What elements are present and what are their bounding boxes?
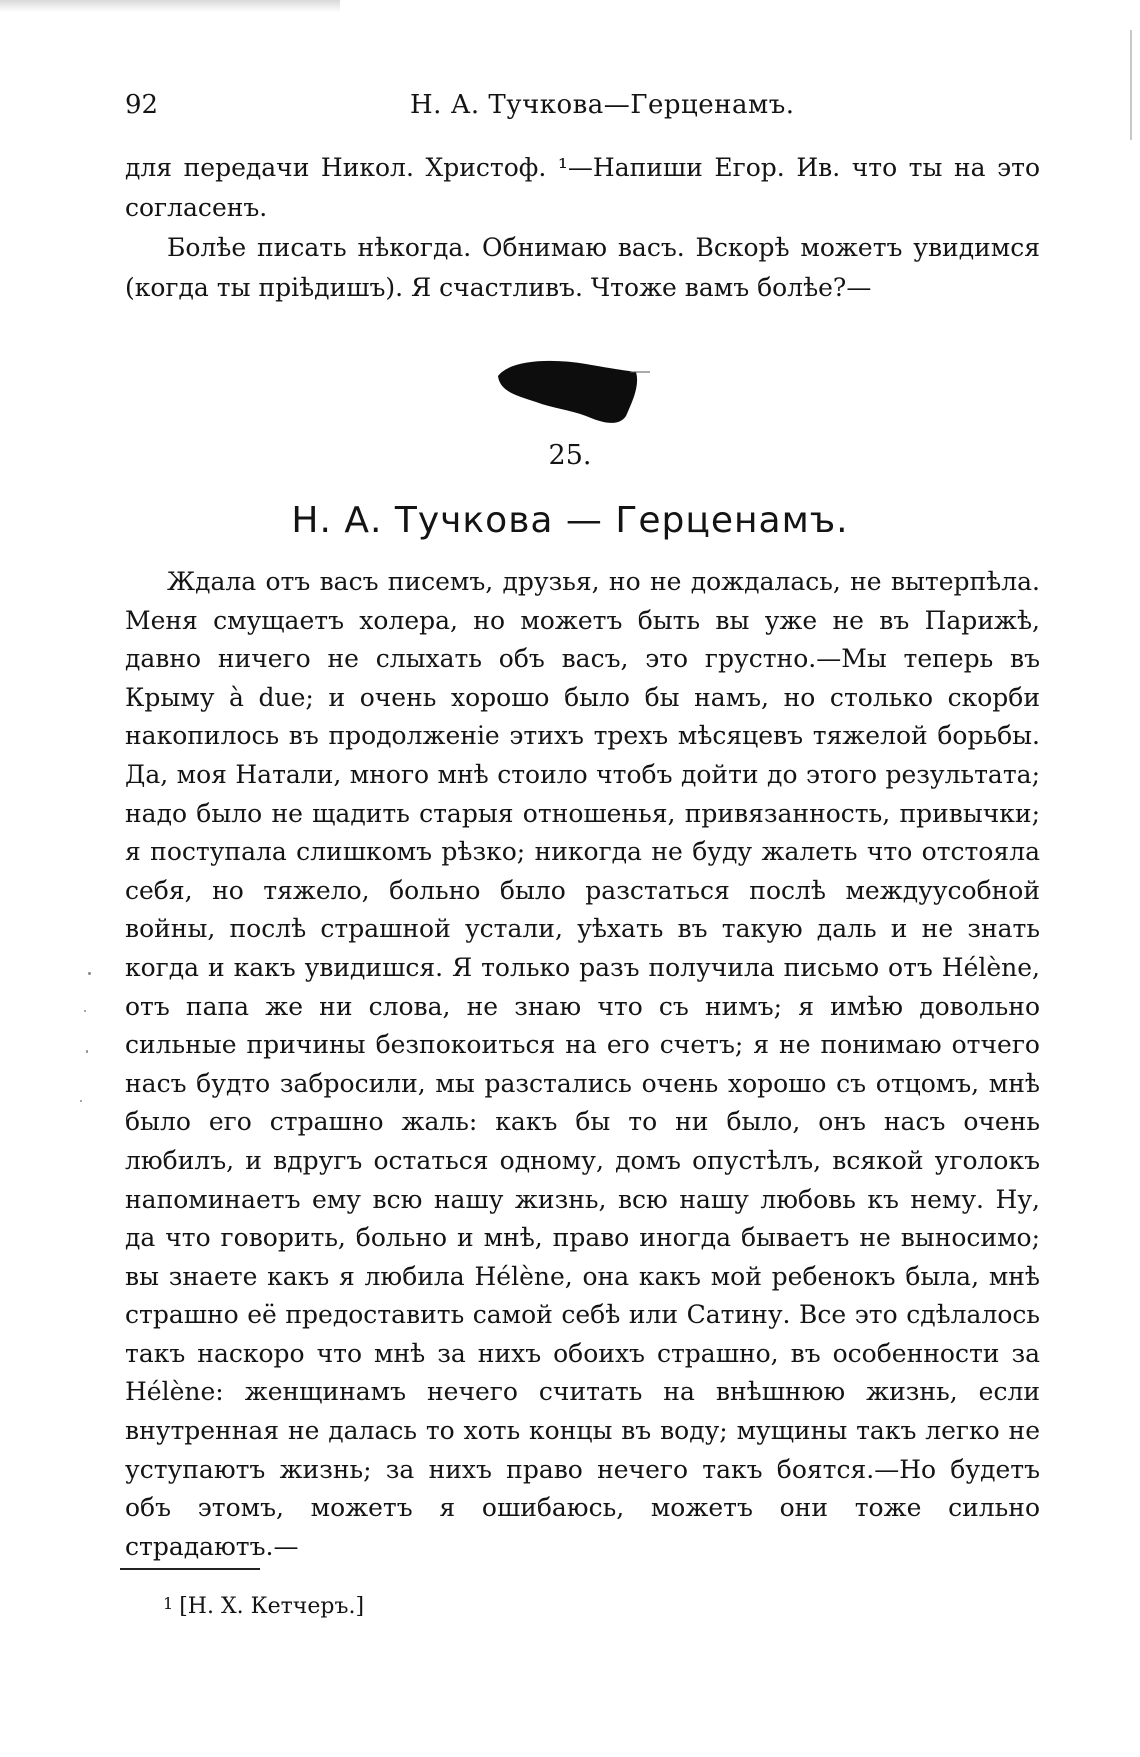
- scan-edge-shadow: [0, 0, 340, 12]
- running-header: [125, 90, 1025, 130]
- running-title: Н. А. Тучкова—Герценамъ.: [410, 90, 795, 120]
- letter-heading: Н. А. Тучкова — Герценамъ.: [291, 500, 849, 541]
- previous-letter-ending: [125, 148, 1040, 308]
- page-number: 92: [125, 90, 159, 120]
- scan-speck: [84, 1010, 86, 1012]
- footnote-text: [Н. Х. Кетчеръ.]: [179, 1594, 365, 1619]
- letter-paragraph: Ждала отъ васъ писемъ, друзья, но не дождалась, не вытерпѣла. Меня смущаетъ холера, но можетъ быть вы уже не въ Парижѣ, давно ничего не слыхать объ васъ, это грустно.—Мы теперь въ Крыму à due; и очень хорошо было бы намъ, но столько скорби накопилось въ продолженіе этихъ трехъ мѣсяцевъ тяжелой борьбы. Да, моя Натали, много мнѣ стоило чтобъ дойти до этого результата; надо было не щадить старыя отношенья, привязанность, привычки; я поступала слишкомъ рѣзко; никогда не буду жалеть что отстояла себя, но тяжело, больно было разстаться послѣ междуусобной войны, послѣ страшной устали, уѣхать въ такую даль и не знать когда и какъ увидишся. Я только разъ получила письмо отъ Hélène, отъ папа же ни слова, не знаю что съ нимъ; я имѣю довольно сильные причины безпокоиться на его счетъ; я не понимаю отчего насъ будто забросили, мы разстались очень хорошо съ отцомъ, мнѣ было его страшно жаль: какъ бы то ни было, онъ насъ очень любилъ, и вдругъ остаться одному, домъ опустѣлъ, всякой уголокъ напоминаетъ ему всю нашу жизнь, всю нашу любовь къ нему. Ну, да что говорить, больно и мнѣ, право иногда бываетъ не выносимо; вы знаете какъ я любила Hélène, она какъ мой ребенокъ была, мнѣ страшно её предоставить самой себѣ или Сатину. Все это сдѣлалось такъ наскоро что мнѣ за нихъ обоихъ страшно, въ особенности за Hélène: женщинамъ нечего считать на внѣшнюю жизнь, если внутренная не далась то хоть концы въ воду; мущины такъ легко не уступаютъ жизнь; за нихъ право нечего такъ боятся.—Но будетъ объ этомъ, можетъ я ошибаюсь, можетъ они тоже сильно страдаютъ.—: [125, 567, 1040, 1561]
- footnote: [163, 1594, 364, 1619]
- scan-speck: [80, 1100, 82, 1102]
- scan-speck: [88, 972, 91, 975]
- continuation-paragraph: Болѣе писать нѣкогда. Обнимаю васъ. Вскорѣ можетъ увидимся (когда ты пріѣдишъ). Я счастливъ. Чтоже вамъ болѣе?—: [125, 233, 1040, 302]
- footnote-divider: [120, 1568, 260, 1570]
- continuation-paragraph: для передачи Никол. Христоф. ¹—Напиши Егор. Ив. что ты на это согласенъ.: [125, 153, 1040, 222]
- scan-speck: [86, 1050, 88, 1053]
- letter-number: 25.: [548, 440, 592, 471]
- letter-body: [125, 563, 1040, 1566]
- scan-edge-mark: [1130, 30, 1132, 140]
- footnote-marker: 1: [163, 1594, 174, 1613]
- ink-blot: [490, 356, 650, 436]
